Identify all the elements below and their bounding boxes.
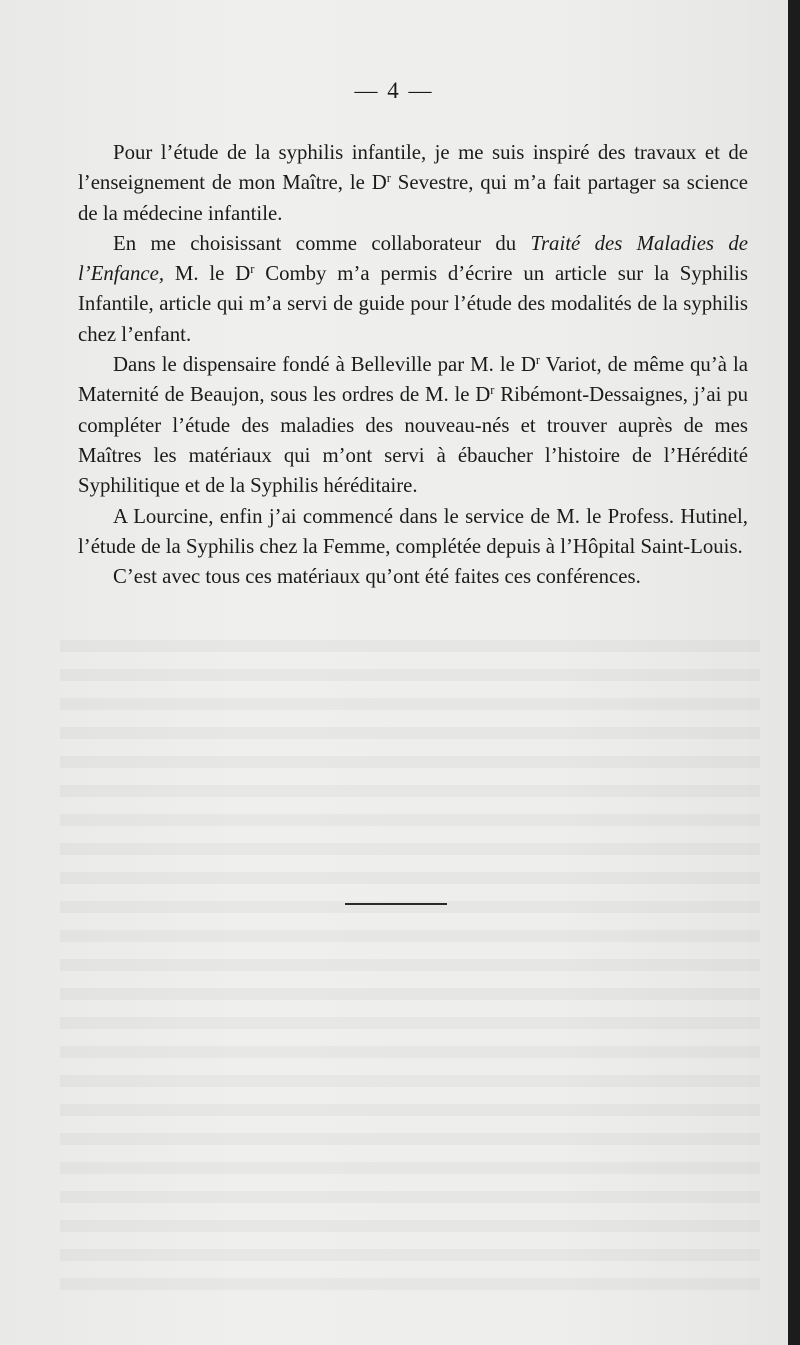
book-title-italic: Traité des Maladies de l’Enfance, <box>78 231 748 286</box>
superscript: r <box>535 353 541 368</box>
paragraph-3 <box>78 350 748 501</box>
paragraph-3-text-end: Ribémont-Dessaignes, j’ai pu compléter l’étude des maladies des nouveau-nés et trouver auprès de mes Maîtres les matériaux qui m’ont servi à ébaucher l’histoire de l’Hérédité Syphilitique et de la Syphilis héréditaire. <box>78 383 748 498</box>
page-number: — 4 — <box>354 78 434 103</box>
paragraph-1-text-cont: Sevestre, qui m’a fait partager sa science de la médecine infantile. <box>78 171 748 225</box>
superscript: r <box>250 262 255 277</box>
body-text <box>78 138 748 592</box>
paragraph-4: A Lourcine, enfin j’ai commencé dans le service de M. le Profess. Hutinel, l’étude de la Syphilis chez la Femme, complétée depuis à l’Hôpital Saint-Louis. <box>78 504 748 558</box>
paragraph-2-text-end: Comby m’a permis d’écrire un article sur la Syphilis Infantile, article qui m’a servi de guide pour l’étude des modalités de la syphilis chez l’enfant. <box>78 262 748 346</box>
bleed-through-texture <box>60 640 760 1300</box>
paragraph-2-text: En me choisissant comme collaborateur du <box>113 231 531 255</box>
superscript: r <box>386 171 391 186</box>
paragraph-3-text-cont: Variot, de même qu’à la Maternité de Beaujon, sous les ordres de M. le D <box>78 353 748 407</box>
paragraph-2 <box>78 229 748 350</box>
paragraph-2-text-cont: M. le D <box>164 262 251 286</box>
paragraph-5: C’est avec tous ces matériaux qu’ont été faites ces conférences. <box>113 565 641 589</box>
superscript: r <box>490 383 495 398</box>
paragraph-3-text: Dans le dispensaire fondé à Belleville par M. le D <box>113 353 536 377</box>
paragraph-1 <box>78 138 748 229</box>
horizontal-rule <box>345 903 447 905</box>
paragraph-1-text: Pour l’étude de la syphilis infantile, je me suis inspiré des travaux et de l’enseignement de mon Maître, le D <box>78 141 748 195</box>
